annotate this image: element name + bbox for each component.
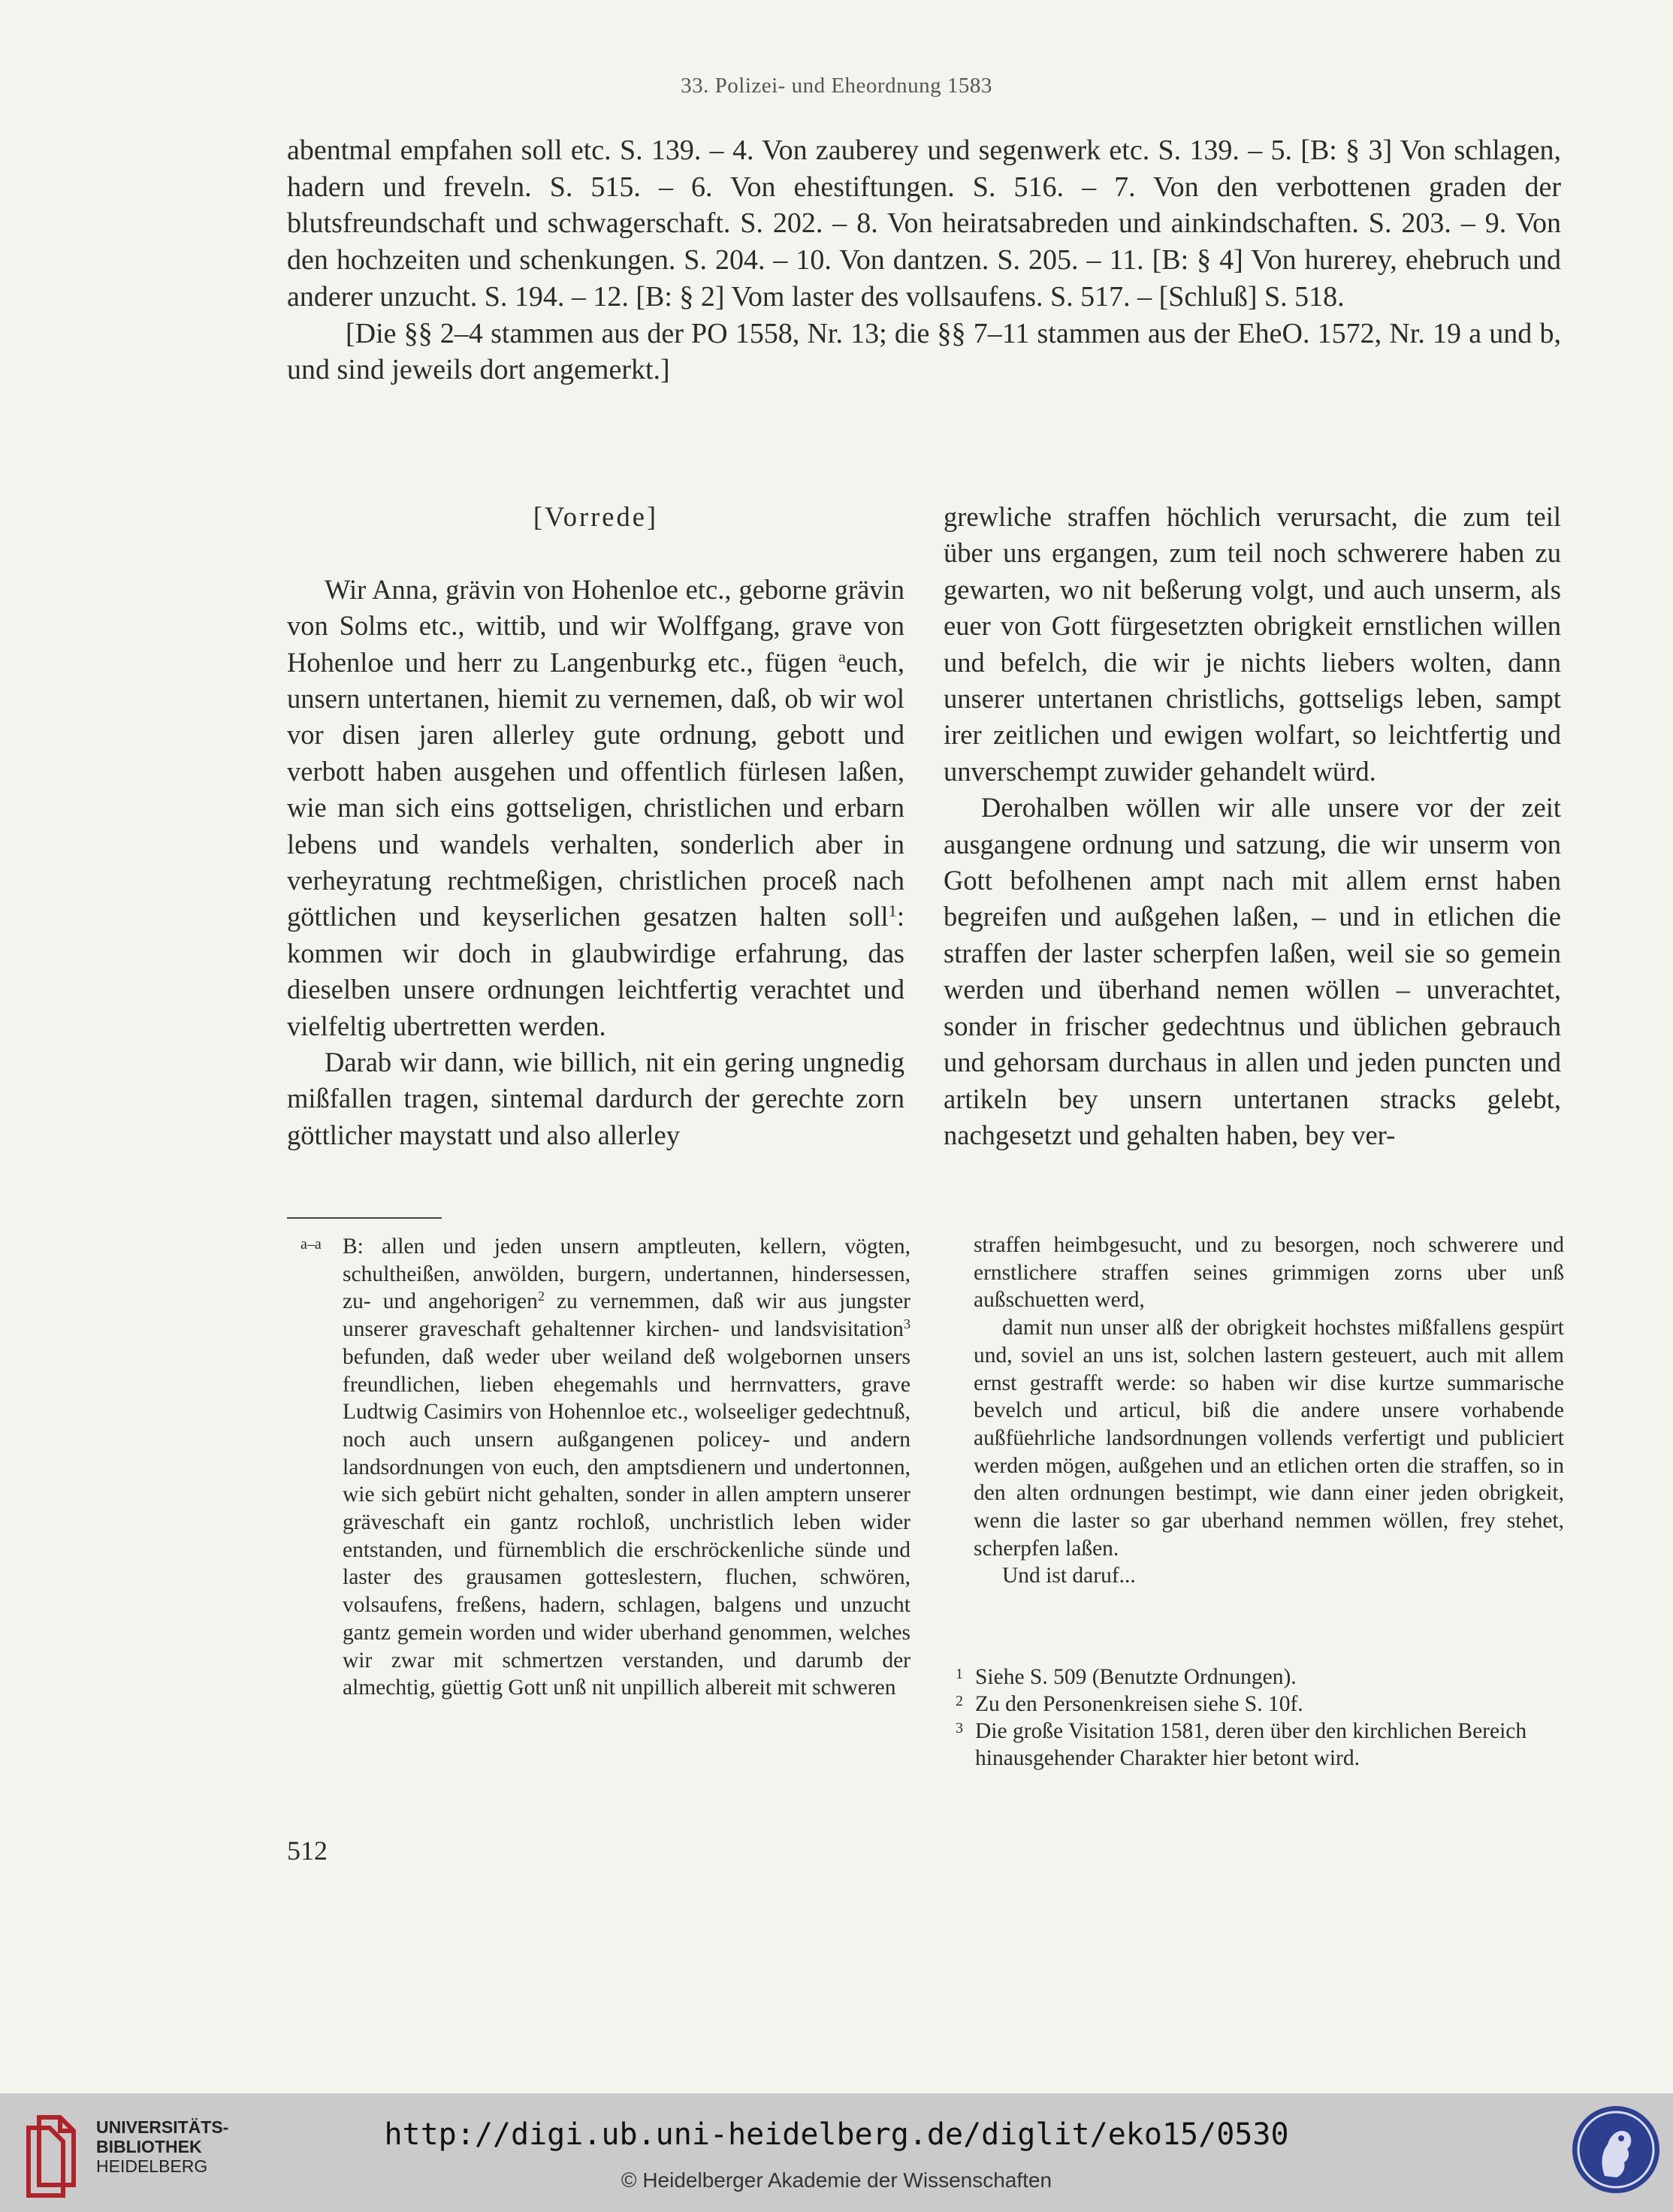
contents-paragraph: abentmal empfahen soll etc. S. 139. – 4. Von zauberey und segenwerk etc. S. 139. – 5. [B: § 3] Von schlagen, hadern und freveln. S. 515. – 6. Von ehestiftungen. S. 516. – 7. Von den verbottenen graden der blutsfreundschaft und schwagerschaft. S. 202. – 8. Von heiratsabreden und ainkindschaften. S. 203. – 9. Von den hochzeiten und schenkungen. S. 204. – 10. Von dantzen. S. 205. – 11. [B: § 4] Von hurerey, ehebruch und anderer unzucht. S. 194. – 12. [B: § 2] Vom laster des vollsaufens. S. 517. – [Schluß] S. 518. [287,134,1561,313]
footnote-ref: 2 [537,1289,545,1304]
text-run: B: allen und jeden unsern amptleuten, kellern, vögten, schultheißen, anwölden, burgern, undertannen, hindersessen, zu- und angehorigen [343,1234,910,1314]
footnote-number: 2 [956,1693,963,1709]
footnote-number: 1 [956,1666,963,1682]
variant-footnote-text [343,1233,910,1702]
running-head: 33. Polizei- und Eheordnung 1583 [681,74,992,98]
text-run: euch, unsern untertanen, hiemit zu vernemen, daß, ob wir wol vor disen jaren allerley gute ordnung, gebott und verbott haben ausgehen und offentlich fürlesen laßen, wie man sich eins gottseligen, christlichen und erbarn lebens und wandels verhalten, sonderlich aber in verheyratung rechtmeßigen, christlichen proceß nach göttlichen und keyserlichen gesatzen halten soll [287,646,904,932]
footnote-rule [287,1217,442,1219]
editorial-note: [Die §§ 2–4 stammen aus der PO 1558, Nr. 13; die §§ 7–11 stammen aus der EheO. 1572, Nr. 19 a und b, und sind jeweils dort angemerkt.] [287,317,1561,386]
preface-paragraph-2: Darab wir dann, wie billich, nit ein gering ungnedig mißfallen tragen, sintemal dardurch der gerechte zorn göttlicher maystatt und also allerley [287,1047,904,1150]
page-number: 512 [287,1836,328,1866]
variant-footnote [300,1233,910,1702]
footnote-ref: 3 [903,1316,910,1332]
text-run: zu vernemmen, daß wir aus jungster unserer graveschaft gehaltenner kirchen- und landsvisitation [343,1289,911,1342]
preface-paragraph-4: Derohalben wöllen wir alle unsere vor der zeit ausgangene ordnung und satzung, die wir unserm von Gott befolhenen ampt nach mit allem ernst haben begreifen und außgehen laßen, – und in etlichen die straffen der laster scherpfen laßen, weil sie so gemein werden und überhand nemen wöllen – unverachtet, sonder in frischer gedechtnus und üblichen gebrauch und gehorsam durchaus in allen und jeden puncten und artikeln bey unsern untertanen stracks gelebt, nachgesetzt und gehalten haben, bey ver- [944,792,1561,1150]
top-text-block [287,132,1561,388]
footnote-text: Zu den Personenkreisen siehe S. 10f. [975,1692,1303,1716]
footnote-number: 3 [956,1720,963,1736]
logo-line: UNIVERSITÄTS- [96,2117,229,2137]
permalink-url[interactable]: http://digi.ub.uni-heidelberg.de/diglit/eko15/0530 [384,2117,1289,2152]
right-column [944,499,1561,1153]
footnote-item [956,1664,1564,1691]
variant-footnote-cont-3: Und ist daruf... [1002,1564,1136,1588]
variant-footnote-cont-2: damit nun unser alß der obrigkeit hochstes mißfallens gespürt und, soviel an uns ist, solchen lastern gesteuert, auch mit allem ernst gestrafft werde: so haben wir dise kurtze summarische bevelch und articul, biß die andere unsere vorhabende außfüehrliche landsordnungen vollends verfertigt und publiciert werden mögen, außgehen und an etlichen orten die straffen, so in den alten ordnungen bestimpt, wie dann einer jeden obrigkeit, wenn die laster so gar uberhand nemmen wöllen, frey stehet, scherpfen laßen. [974,1316,1564,1561]
text-run: : kommen wir doch in glaubwirdige erfahrung, das dieselben unsere ordnungen leichtfertig verachtet und vielfeltig ubertretten werden. [287,901,904,1041]
logo-line: HEIDELBERG [96,2156,208,2176]
footnote-ref: 1 [888,902,897,921]
numbered-footnotes [956,1664,1564,1772]
logo-line: BIBLIOTHEK [96,2137,202,2156]
footnote-text: Siehe S. 509 (Benutzte Ordnungen). [975,1665,1297,1689]
copyright-notice: © Heidelberger Akademie der Wissenschaften [621,2168,1052,2192]
footnote-text: Die große Visitation 1581, deren über den kirchlichen Bereich hinausgehender Charakter hier betont wird. [975,1719,1527,1770]
variant-footnote-cont-1: straffen heimbgesucht, und zu besorgen, noch schwerere und ernstlichere straffen seines grimmigen zorns uber unß außschuetten werd, [974,1233,1564,1313]
left-column [287,499,904,1153]
footer-bar [0,2093,1673,2212]
text-run: Wir Anna, grävin von Hohenloe etc., geborne grävin von Solms etc., wittib, und wir Wolffgang, grave von Hohenloe und herr zu Langenburkg etc., fügen [287,573,904,678]
preface-paragraph-1 [287,572,904,1044]
variant-footnote-mark: a–a [300,1236,322,1253]
variant-footnote-continued [974,1231,1564,1590]
footnote-item [956,1691,1564,1718]
academy-seal-icon [1570,2104,1662,2195]
section-heading: [Vorrede] [533,501,659,532]
preface-paragraph-3: grewliche straffen höchlich verursacht, die zum teil über uns ergangen, zum teil noch schwerere haben zu gewarten, wo nit beßerung volgt, und auch unserm, als euer von Gott fürgesetzten obrigkeit ernstlichen willen und befelch, die wir je nichts liebers wolten, dann unserer untertanen christlichs, gottseligs leben, sampt irer zeitlichen und ewigen wolfart, so leichtfertig und unverschempt zuwider gehandelt würd. [944,501,1561,787]
text-run: befunden, daß weder uber weiland deß wolgebornen unsers freundlichen, lieben ehegemahls und herrnvatters, grave Ludtwig Casimirs von Hohennloe etc., wolseeliger gedechtnuß, noch auch unsern außgangenen policey- und andern landsordnungen von euch, den amptsdienern und undertonnen, wie sich gebürt nicht gehalten, sonder in allen amptern unserer gräveschaft ein gantz rochloß, unchristlich leben wider entstanden, und fürnemblich die erschröckenliche sünde und laster des grausamen gotteslestern, fluchen, schwören, volsaufens, freßens, hadern, schlagen, balgens und unzucht gantz gemein worden und wider uberhand genommen, welches wir zwar mit schmertzen verstanden, und darumb der almechtig, güettig Gott unß nit unpillich albereit mit schweren [343,1344,910,1700]
variant-mark: a [838,647,846,666]
footnote-item [956,1718,1564,1772]
